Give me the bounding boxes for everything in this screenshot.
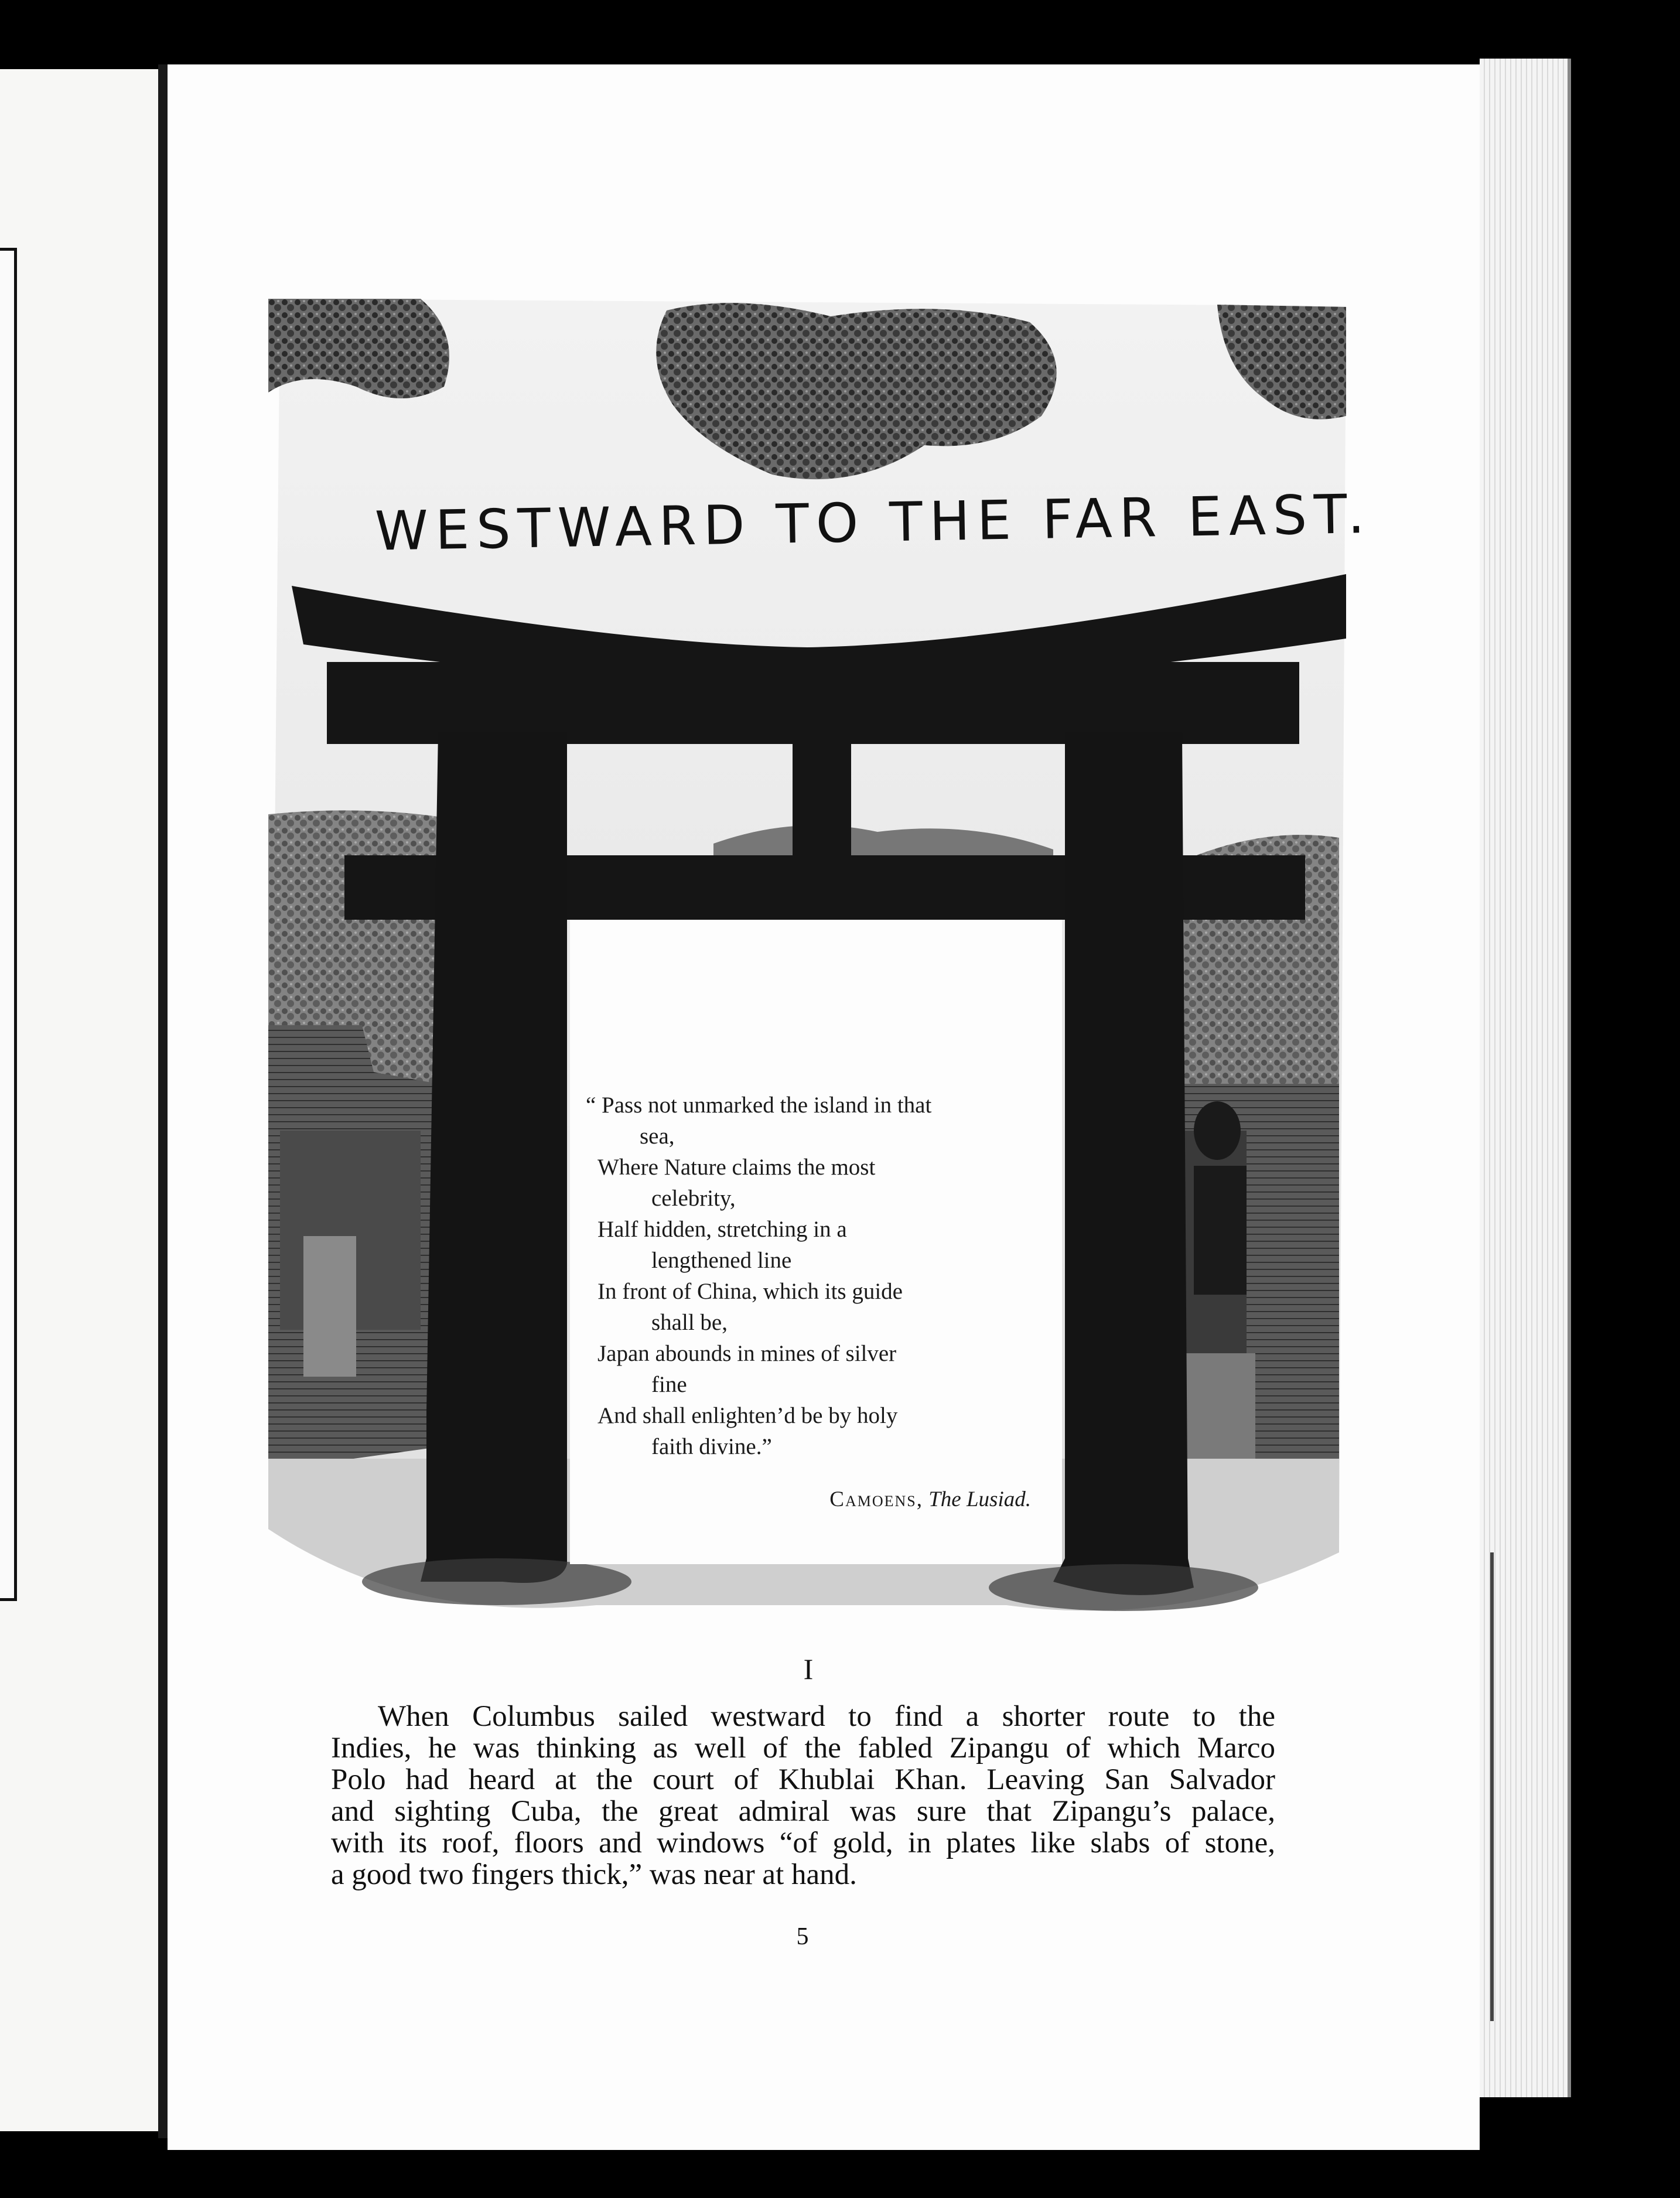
- body-line: When Columbus sailed westward to find a shorter route to the: [378, 1700, 1275, 1733]
- poem-stanza-3: [597, 1214, 1043, 1276]
- banner-title: WESTWARD TO THE FAR EAST.: [374, 482, 1372, 563]
- body-line: and sighting Cuba, the great admiral was sure that Zipangu’s palace,: [331, 1795, 1275, 1828]
- poem-work-title: The Lusiad.: [928, 1487, 1031, 1511]
- poem-stanza-6: [597, 1400, 1043, 1462]
- page-number: 5: [796, 1923, 809, 1950]
- book-gutter: [158, 64, 168, 2138]
- poem-stanza-4: [597, 1276, 1043, 1338]
- poem-line-continuation: celebrity,: [651, 1186, 736, 1211]
- poem-line: And shall enlighten’d be by holy: [597, 1403, 898, 1428]
- poem-line-continuation: lengthened line: [651, 1248, 792, 1273]
- page-edges: [1480, 59, 1571, 2097]
- body-line: with its roof, floors and windows “of gold, in plates like slabs of stone,: [331, 1827, 1275, 1859]
- left-page: [0, 69, 158, 2131]
- body-line: Indies, he was thinking as well of the fabled Zipangu of which Marco: [331, 1732, 1275, 1764]
- poem-line: Where Nature claims the most: [597, 1155, 876, 1180]
- chapter-numeral: I: [803, 1653, 814, 1685]
- poem-stanza-5: [597, 1338, 1043, 1400]
- poem-line: Japan abounds in mines of silver: [597, 1341, 897, 1366]
- poem-line-continuation: shall be,: [651, 1310, 728, 1335]
- poem-epigraph: [586, 1090, 1043, 1462]
- poem-line: “ Pass not unmarked the island in that: [586, 1093, 932, 1118]
- body-line: a good two fingers thick,” was near at hand.: [331, 1858, 857, 1891]
- poem-line-continuation: fine: [651, 1372, 687, 1397]
- poem-line-continuation: sea,: [640, 1124, 675, 1149]
- poem-stanza-1: [586, 1090, 1043, 1152]
- poem-line: Half hidden, stretching in a: [597, 1217, 847, 1242]
- body-line: Polo had heard at the court of Khublai Khan. Leaving San Salvador: [331, 1763, 1275, 1796]
- page-edge-shadow: [1490, 1552, 1494, 2021]
- poem-stanza-2: [597, 1152, 1043, 1214]
- poem-line: In front of China, which its guide: [597, 1279, 903, 1304]
- poem-attribution: [679, 1487, 1031, 1512]
- left-page-border: [0, 248, 17, 1601]
- poem-author: Camoens,: [829, 1487, 923, 1511]
- chapter-body-text: [331, 1701, 1275, 1890]
- poem-line-continuation: faith divine.”: [651, 1434, 772, 1459]
